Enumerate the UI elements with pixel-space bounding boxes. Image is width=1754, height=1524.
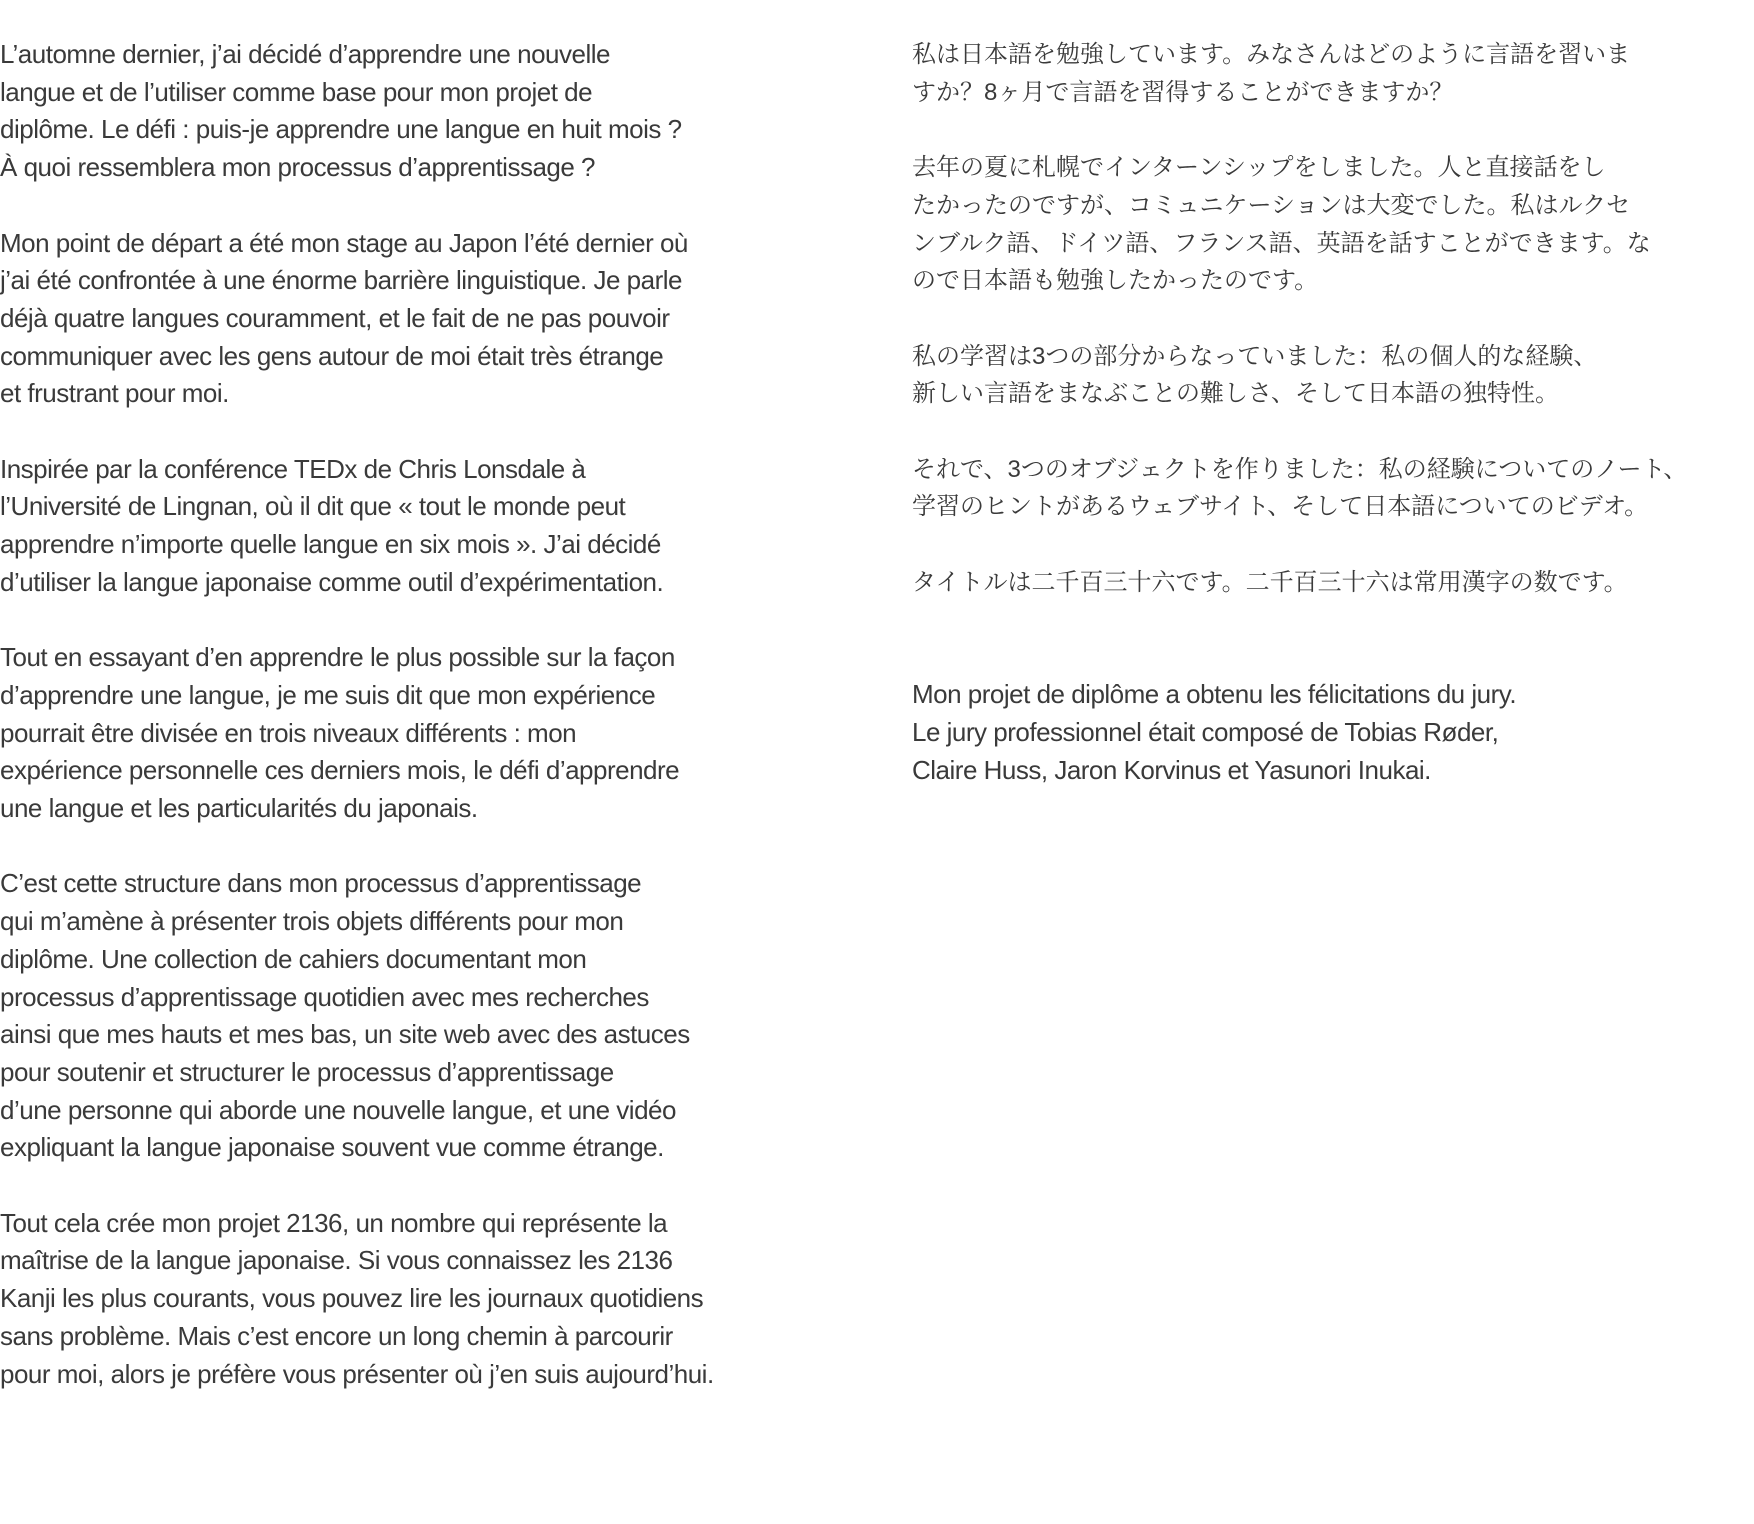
japanese-paragraph — [912, 338, 1732, 413]
text-line: ンブルク語、ドイツ語、フランス語、英語を話すことができます。な — [912, 229, 1651, 257]
japanese-text — [912, 36, 1732, 601]
japanese-paragraph — [912, 564, 1732, 602]
french-paragraph — [0, 225, 860, 414]
french-paragraph — [0, 639, 860, 828]
text-line: それで、3つのオブジェクトを作りました：私の経験についてのノート、 — [912, 455, 1688, 483]
text-line: 私の学習は3つの部分からなっていました：私の個人的な経験、 — [912, 342, 1598, 370]
french-paragraph — [0, 451, 860, 602]
text-line: processus d’apprentissage quotidien avec mes recherches — [0, 981, 649, 1012]
text-line: Le jury professionnel était composé de Tobias Røder, — [912, 717, 1499, 748]
text-line: Tout cela crée mon projet 2136, un nombre qui représente la — [0, 1207, 668, 1238]
french-paragraph — [0, 36, 860, 187]
text-line: d’utiliser la langue japonaise comme outil d’expérimentation. — [0, 566, 664, 597]
text-line: 去年の夏に札幌でインターンシップをしました。人と直接話をし — [912, 154, 1606, 182]
japanese-paragraph — [912, 149, 1732, 300]
text-line: j’ai été confrontée à une énorme barrière linguistique. Je parle — [0, 265, 682, 296]
text-line: pour soutenir et structurer le processus d’apprentissage — [0, 1056, 614, 1087]
text-line: pourrait être divisée en trois niveaux différents : mon — [0, 717, 577, 748]
text-line: diplôme. Une collection de cahiers documentant mon — [0, 943, 587, 974]
french-paragraph — [0, 865, 860, 1167]
text-line: une langue et les particularités du japonais. — [0, 793, 478, 824]
text-line: diplôme. Le défi : puis-je apprendre une langue en huit mois ? — [0, 114, 682, 145]
text-line: l’Université de Lingnan, où il dit que « tout le monde peut — [0, 491, 626, 522]
text-line: langue et de l’utiliser comme base pour mon projet de — [0, 76, 593, 107]
text-line: 学習のヒントがあるウェブサイト、そして日本語についてのビデオ。 — [912, 493, 1649, 521]
text-line: À quoi ressemblera mon processus d’apprentissage ? — [0, 152, 596, 183]
text-line: expliquant la langue japonaise souvent vue comme étrange. — [0, 1132, 664, 1163]
text-line: pour moi, alors je préfère vous présenter où j’en suis aujourd’hui. — [0, 1358, 714, 1389]
french-text-column — [0, 36, 880, 1431]
text-line: expérience personnelle ces derniers mois, le défi d’apprendre — [0, 755, 680, 786]
text-line: 新しい言語をまなぶことの難しさ、そして日本語の独特性。 — [912, 380, 1560, 408]
text-line: communiquer avec les gens autour de moi était très étrange — [0, 340, 664, 371]
text-line: たかったのですが、コミュニケーションは大変でした。私はルクセ — [912, 191, 1631, 219]
jury-note — [912, 676, 1732, 789]
text-line: d’apprendre une langue, je me suis dit que mon expérience — [0, 679, 656, 710]
text-line: Claire Huss, Jaron Korvinus et Yasunori Inukai. — [912, 754, 1431, 785]
japanese-paragraph — [912, 36, 1732, 111]
text-line: C’est cette structure dans mon processus d’apprentissage — [0, 868, 642, 899]
text-line: apprendre n’importe quelle langue en six mois ». J’ai décidé — [0, 529, 661, 560]
text-line: d’une personne qui aborde une nouvelle langue, et une vidéo — [0, 1094, 676, 1125]
text-line: Tout en essayant d’en apprendre le plus possible sur la façon — [0, 642, 675, 673]
text-line: déjà quatre langues couramment, et le fait de ne pas pouvoir — [0, 302, 670, 333]
text-line: qui m’amène à présenter trois objets différents pour mon — [0, 906, 624, 937]
japanese-paragraph — [912, 451, 1732, 526]
text-line: 私は日本語を勉強しています。みなさんはどのように言語を習いま — [912, 41, 1631, 68]
text-line: ので日本語も勉強したかったのです。 — [912, 267, 1319, 295]
text-line: すか？8ヶ月で言語を習得することができますか？ — [912, 78, 1454, 106]
text-line: et frustrant pour moi. — [0, 378, 229, 409]
text-line: タイトルは二千百三十六です。二千百三十六は常用漢字の数です。 — [912, 568, 1628, 596]
text-line: Mon point de départ a été mon stage au Japon l’été dernier où — [0, 227, 688, 258]
text-line: sans problème. Mais c’est encore un long chemin à parcourir — [0, 1320, 673, 1351]
text-line: ainsi que mes hauts et mes bas, un site web avec des astuces — [0, 1019, 690, 1050]
japanese-text-column — [912, 36, 1732, 827]
text-line: L’automne dernier, j’ai décidé d’apprendre une nouvelle — [0, 39, 610, 69]
text-line: Kanji les plus courants, vous pouvez lire les journaux quotidiens — [0, 1283, 704, 1314]
text-line: maîtrise de la langue japonaise. Si vous connaissez les 2136 — [0, 1245, 673, 1276]
text-line: Inspirée par la conférence TEDx de Chris Lonsdale à — [0, 453, 586, 484]
french-paragraph — [0, 1205, 860, 1394]
text-line: Mon projet de diplôme a obtenu les félicitations du jury. — [912, 679, 1517, 710]
